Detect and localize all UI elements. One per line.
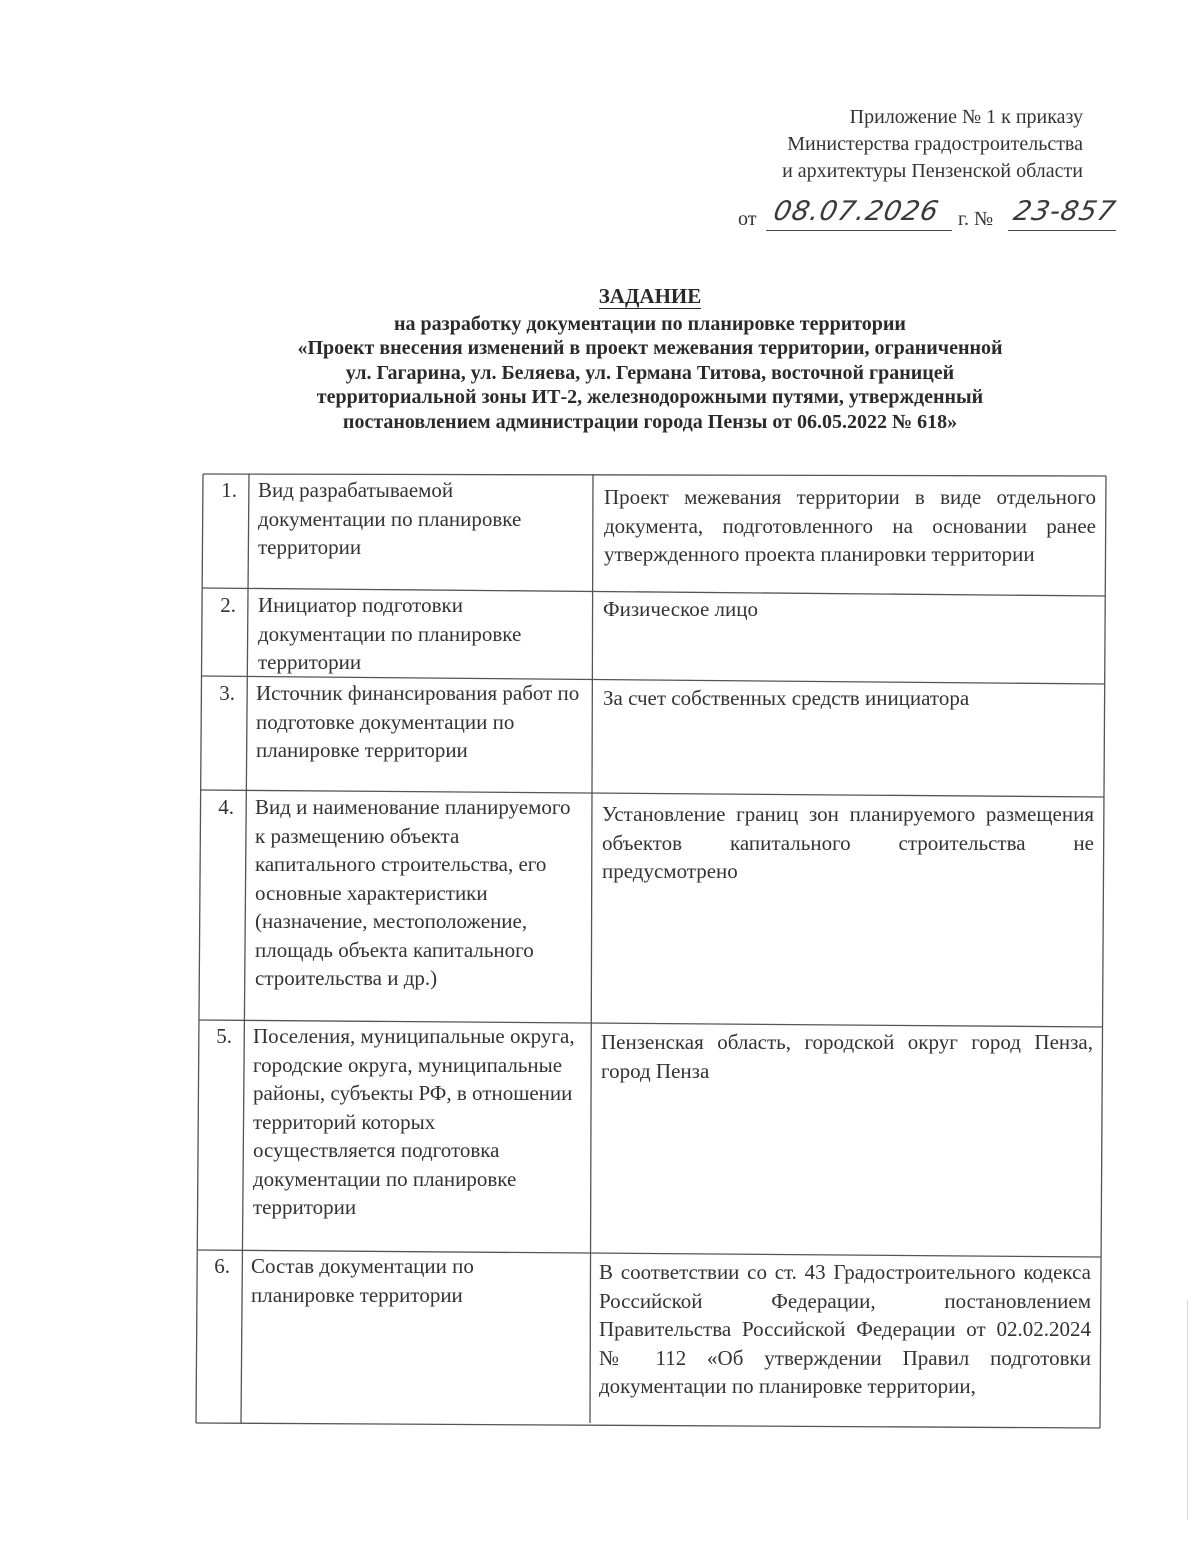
row-number: 5. bbox=[216, 1024, 232, 1048]
table-divider-num bbox=[241, 474, 249, 1423]
scan-edge-mark bbox=[1187, 1300, 1188, 1520]
row-value: Физическое лицо bbox=[603, 597, 759, 621]
order-number-label: г. № bbox=[958, 208, 994, 230]
appendix-line: Приложение № 1 к приказу bbox=[849, 106, 1083, 128]
row-number: 2. bbox=[220, 593, 236, 617]
row-value: В соответствии со ст. 43 Градостроительного кодекса Российской Федерации, постановлением Правительства Российской Федерации от 02.02.2024 № 112 «Об утверждении Правил подготовки документации по планировке территории, bbox=[599, 1260, 1091, 1398]
row-label: Вид и наименование планируемого к размещению объекта капитального строительства, его основные характеристики (назначение, местоположение, площадь объекта капитального строительства и др.) bbox=[255, 795, 571, 990]
table-border-right bbox=[1100, 476, 1106, 1428]
title-line: территориальной зоны ИТ-2, железнодорожными путями, утвержденный bbox=[316, 386, 984, 408]
title-line: «Проект внесения изменений в проект межевания территории, ограниченной bbox=[297, 337, 1003, 359]
row-value: Пензенская область, городской округ город Пенза, город Пенза bbox=[601, 1030, 1093, 1083]
row-value: Проект межевания территории в виде отдельного документа, подготовленного на основании ранее утвержденного проекта планировки территории bbox=[604, 485, 1096, 566]
row-label: Инициатор подготовки документации по планировке территории bbox=[258, 593, 522, 674]
row-label: Источник финансирования работ по подготовке документации по планировке территории bbox=[256, 681, 580, 762]
row-number: 3. bbox=[219, 681, 235, 705]
table-divider-value bbox=[590, 474, 593, 1423]
order-date-handwritten: 08.07.2026 bbox=[770, 196, 942, 227]
row-number: 4. bbox=[218, 795, 234, 819]
table-border-bottom bbox=[196, 1423, 1100, 1428]
order-number-handwritten: 23-857 bbox=[1010, 196, 1119, 227]
row-number: 6. bbox=[214, 1254, 230, 1278]
row-value: Установление границ зон планируемого размещения объектов капитального строительства не предусмотрено bbox=[602, 802, 1094, 883]
row-value: За счет собственных средств инициатора bbox=[603, 686, 970, 710]
appendix-line: и архитектуры Пензенской области bbox=[782, 160, 1083, 182]
row-label: Состав документации по планировке территории bbox=[251, 1254, 474, 1307]
row-label: Вид разрабатываемой документации по планировке территории bbox=[258, 478, 522, 559]
title-heading: ЗАДАНИЕ bbox=[598, 284, 702, 308]
title-line: на разработку документации по планировке территории bbox=[394, 312, 906, 335]
row-label: Поселения, муниципальные округа, городские округа, муниципальные районы, субъекты РФ, в отношении территорий которых осуществляется подготовка документации по планировке территории bbox=[253, 1024, 575, 1219]
title-line: постановлением администрации города Пензы от 06.05.2022 № 618» bbox=[342, 410, 958, 433]
order-from-label: от bbox=[738, 208, 757, 230]
appendix-line: Министерства градостроительства bbox=[787, 133, 1083, 155]
row-number: 1. bbox=[221, 478, 237, 502]
title-line: ул. Гагарина, ул. Беляева, ул. Германа Титова, восточной границей bbox=[345, 361, 955, 384]
